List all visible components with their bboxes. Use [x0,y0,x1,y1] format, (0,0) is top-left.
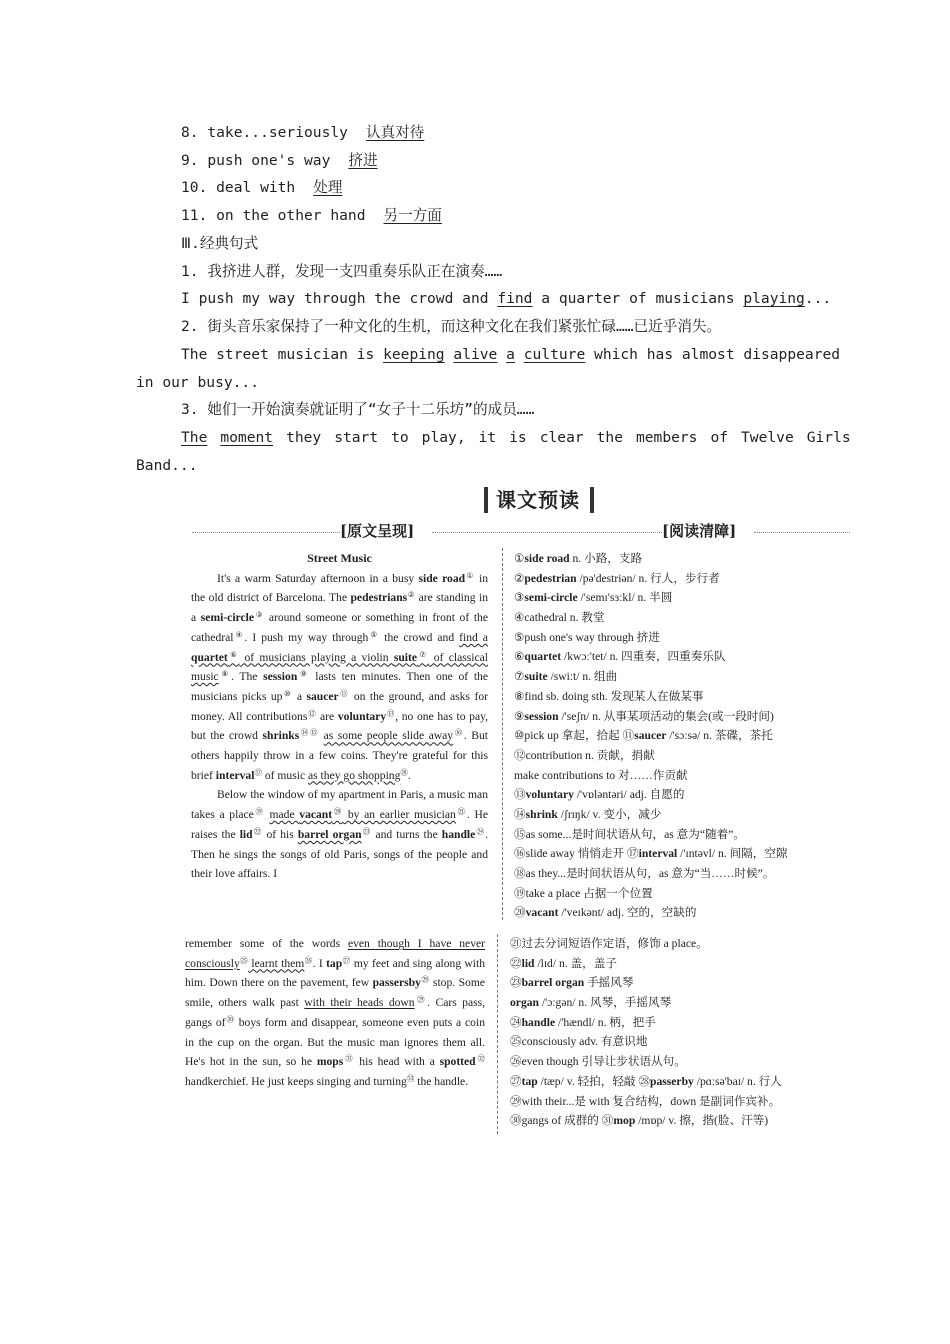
text: which has almost disappeared [585,346,841,363]
vocab-text: ㉒ [510,956,522,970]
reading-notes-header: [阅读清障] [662,522,737,540]
blank: a [506,346,515,363]
vocab-note [514,825,850,845]
underlined-phrase: even though I have never consciously [185,937,485,970]
vocab-notes-1 [514,549,850,923]
phrase-term: 9. push one's way [181,152,331,169]
vocab-note [514,903,850,923]
vocab-text: slide away 悄悄走开 ⑰ [525,847,639,861]
paragraph-2-cont: remember some of the words even though I have never consciously$^㉕$ learnt them$^㉖$. I tap$^㉗$ my feet and sing along with him. Down there on the pavement, few passersby$^㉘$ stop. Some smile, others walk past with their heads down$^㉙$. Cars pass, gangs $of^㉚$ boys form and disappear, someone even puts a coin in the cup on the organ. But the music man ignores them all. He's hot in the sun, so he mops$^㉛$ his head with a spotted$^㉜$ handkerchief. He just keeps singing and turning$^㉝$ the handle. [185,937,486,1088]
vocab-text: find sb. doing sth. 发现某人在做某事 [524,689,704,703]
phrase-term: 10. deal with [181,179,296,196]
vocab-text: ⑧ [514,689,525,703]
vocab-headword: barrel organ [521,976,585,990]
vocab-text: /swiːt/ n. 组曲 [547,670,618,684]
dotted-rule [754,532,850,533]
phrase-meaning: 处理 [313,179,343,196]
wavy-phrase: find a quartet⑥ of musicians playing a violin suite⑦ of classical music [191,630,488,684]
sentence-2-en [181,344,840,366]
banner-bar-right [590,487,594,513]
wavy-phrase: as they go shopping [307,768,401,782]
vocab-text: ⑯ [514,847,526,861]
vocab-note [514,588,850,608]
vocab-headword: handle [521,1015,556,1029]
phrase-9 [181,150,378,172]
vocab-text: pick up 拿起，拾起 ⑪ [524,729,635,743]
vocab-text: ④ [514,611,525,625]
phrase-meaning: 挤进 [348,152,378,169]
vocab-text: /'ɪntəvl/ n. 间隔，空隙 [677,847,788,861]
phrase-meaning: 另一方面 [383,207,442,224]
vocab-text: ⑱ [514,867,526,880]
vocab-text: ㉚ [510,1114,522,1128]
phrase-8 [181,122,424,144]
vocab-text: n. 小路，支路 [569,552,643,565]
text: ... [804,290,832,307]
vocab-text: /'vɒləntəri/ adj. 自愿的 [573,788,685,802]
blank: moment [220,429,274,446]
phrase-term: 8. take...seriously [181,124,348,141]
vocab-text: make contributions to 对……作贡献 [514,768,688,782]
vocab-text: ⑲ [514,886,526,900]
vocab-text: ① [514,552,525,565]
text: they start to play, it is clear the members of Twelve Girls [273,429,851,446]
passage-part-2 [185,934,485,1092]
vocab-headword: organ [510,996,539,1010]
vocab-text: ㉓ [510,976,522,990]
blank: playing [743,290,805,307]
sentence-3-en [181,427,851,449]
vocab-note [510,973,850,993]
vocab-text: ② [514,571,525,585]
vocab-text: /'semɪ'sɜːkl/ n. 半圆 [577,591,673,605]
column-divider [497,934,498,1134]
vocab-text: ⑥ [514,650,525,664]
vocab-text: ㉕ [510,1035,522,1049]
wavy-phrase: barrel organ [297,827,362,841]
vocab-headword: semi-circle [524,591,578,605]
vocab-text: cathedral n. 教堂 [524,611,605,625]
vocab-text: even though 引导让步状语从句。 [521,1055,686,1069]
vocab-note [514,726,850,746]
vocab-note [510,993,850,1013]
vocab-text: ⑩ [514,729,525,743]
vocab-headword: side road [524,552,570,565]
vocab-note [514,549,850,569]
vocab-headword: session [524,709,559,723]
vocab-headword: pedestrian [524,571,577,585]
paragraph-2: Below the window of my apartment in Paris, a music man takes a place⑲ made vacant⑳ by an earlier musician$^㉑$. He raises the lid$^㉒$ of his barrel organ$^㉓$ and turns the handle$^㉔$. Then he sings the songs of old Paris, songs of the people and their love affairs. I [191,788,489,881]
phrase-10 [181,177,342,199]
vocab-text: as they...是时间状语从句，as 意为“当……时候”。 [525,867,775,880]
vocab-text: ⑬ [514,788,526,802]
vocab-text: ㉙ [510,1094,522,1108]
vocab-note [514,864,850,884]
vocab-note [514,746,850,766]
vocab-headword: passerby [650,1074,694,1088]
vocab-text: consciously adv. 有意识地 [521,1035,648,1049]
wavy-phrase: made vacant⑳ by an earlier musician [269,807,456,822]
vocab-note [510,1111,850,1131]
vocab-headword: voluntary [525,788,574,802]
blank: culture [523,346,586,363]
vocab-text: /kwɔː'tet/ n. 四重奏，四重奏乐队 [561,650,726,664]
vocab-text: ③ [514,591,525,605]
vocab-text: /ʃrɪŋk/ v. 变小，减少 [557,807,662,821]
vocab-text: take a place 占据一个位置 [525,886,653,900]
text: The street musician is [181,346,384,363]
vocab-text: contribution n. 贡献，捐献 [525,748,655,762]
vocab-text: ⑦ [514,670,525,684]
vocab-text: 手摇风琴 [584,976,634,990]
vocab-text: ⑫ [514,748,526,762]
text: I push my way through the crowd and [181,290,498,307]
vocab-text: /'veɪkənt/ adj. 空的，空缺的 [558,906,697,920]
vocab-text: /mɒp/ v. 擦，揩(脸、汗等) [635,1114,769,1128]
vocab-headword: tap [521,1074,538,1088]
vocab-text: /'hændl/ n. 柄，把手 [555,1015,656,1029]
text [207,429,220,446]
vocab-text: with their...是 with 复合结构，down 是副词作宾补。 [521,1094,781,1108]
sentence-2-en-cont: in our busy... [136,374,260,391]
section-title: Ⅲ.经典句式 [181,235,259,252]
blank: alive [453,346,498,363]
vocab-text: push one's way through 挤进 [524,630,660,644]
vocab-note [510,954,850,974]
vocab-notes-2 [510,934,850,1131]
vocab-text: /'seʃn/ n. 从事某项活动的集会(或一段时间) [558,709,774,723]
vocab-note [510,1072,850,1092]
sentence-2-cn: 2. 街头音乐家保持了一种文化的生机，而这种文化在我们紧张忙碌……已近乎消失。 [181,318,722,335]
vocab-note [514,687,850,707]
passage-title: Street Music [307,551,372,565]
vocab-text: ⑳ [514,906,526,920]
phrase-11 [181,205,442,227]
dotted-rule [192,532,340,533]
vocab-text: ⑭ [514,807,526,821]
passage-part-1 [191,549,488,884]
wavy-phrase: learnt them [248,956,305,970]
text [497,346,506,363]
vocab-note [514,805,850,825]
vocab-headword: lid [521,956,535,970]
underlined-phrase: with their heads down [304,996,415,1010]
paragraph-1: It's a warm Saturday afternoon in a busy side road① in the old district of Barcelona. The pedestrians② are standing in a semi-circle③ around someone or something in front of the cathedral④. I push my way through⑤ the crowd and find a quartet⑥ of musicians playing a violin suite⑦ of classical music⑧. The session⑨ lasts ten minutes. Then one of the musicians picks up⑩ a saucer⑪ on the ground, and asks for money. All contributions⑫ are voluntary⑬, no one has to pay, but the crowd shrinks⑭⑮ as some people slide away⑯. But others happily throw in a few coins. They're grateful for this brief interval⑰ of music as they go shopping⑱. [191,570,489,782]
dotted-rule [432,532,662,533]
vocab-note [514,785,850,805]
sentence-3-en-cont: Band... [136,457,198,474]
vocab-note [514,608,850,628]
vocab-headword: suite [524,670,548,684]
vocab-note [514,884,850,904]
vocab-text: /lɪd/ n. 盖，盖子 [534,956,617,970]
vocab-text: ⑮ [514,827,526,841]
original-text-header: [原文呈现] [340,522,415,540]
vocab-headword: vacant [525,906,559,920]
vocab-text: ㉗ [510,1074,522,1088]
wavy-phrase: as some people slide away [323,729,454,743]
blank: The [181,429,208,446]
vocab-text: ⑨ [514,709,525,723]
vocab-text: /'sɔːsə/ n. 茶碟，茶托 [666,729,773,743]
vocab-text: /pə'destriən/ n. 行人，步行者 [576,571,720,585]
vocab-text: 过去分词短语作定语，修饰 a place。 [521,937,708,950]
blank: keeping [383,346,445,363]
vocab-note [514,766,850,786]
vocab-headword: quartet [524,650,562,664]
vocab-note [510,1032,850,1052]
blank: find [497,290,533,307]
vocab-headword: interval [638,847,678,861]
vocab-text: /pɑːsə'baɪ/ n. 行人 [693,1074,782,1088]
vocab-headword: mop [613,1114,636,1128]
vocab-note [514,628,850,648]
vocab-text: ㉖ [510,1055,522,1069]
vocab-note [514,667,850,687]
vocab-note [514,647,850,667]
column-divider [502,548,503,920]
vocab-note [514,569,850,589]
vocab-note [510,934,850,954]
sentence-1-en [181,288,831,310]
vocab-headword: shrink [525,807,558,821]
phrase-term: 11. on the other hand [181,207,366,224]
vocab-note [510,1013,850,1033]
vocab-headword: saucer [634,729,667,743]
vocab-note [514,844,850,864]
vocab-note [514,707,850,727]
section-banner [484,484,596,516]
banner-title: 课文预读 [496,488,580,512]
text [515,346,524,363]
vocab-text: as some...是时间状语从句，as 意为“随着”。 [525,827,745,841]
vocab-text: ㉑ [510,937,522,950]
vocab-text: ⑤ [514,630,525,644]
vocab-text: gangs of 成群的 ㉛ [521,1114,614,1128]
text: a quarter of musicians [532,290,744,307]
vocab-text: /tæp/ v. 轻拍，轻敲 ㉘ [537,1074,651,1088]
phrase-meaning: 认真对待 [365,124,425,141]
banner-bar-left [484,487,488,513]
vocab-note [510,1052,850,1072]
vocab-text: /'ɔːgən/ n. 风琴，手摇风琴 [538,996,672,1010]
sentence-3-cn: 3. 她们一开始演奏就证明了“女子十二乐坊”的成员…… [181,401,535,418]
sentence-1-cn: 1. 我挤进人群，发现一支四重奏乐队正在演奏…… [181,263,503,280]
vocab-text: ㉔ [510,1015,522,1029]
vocab-note [510,1092,850,1112]
